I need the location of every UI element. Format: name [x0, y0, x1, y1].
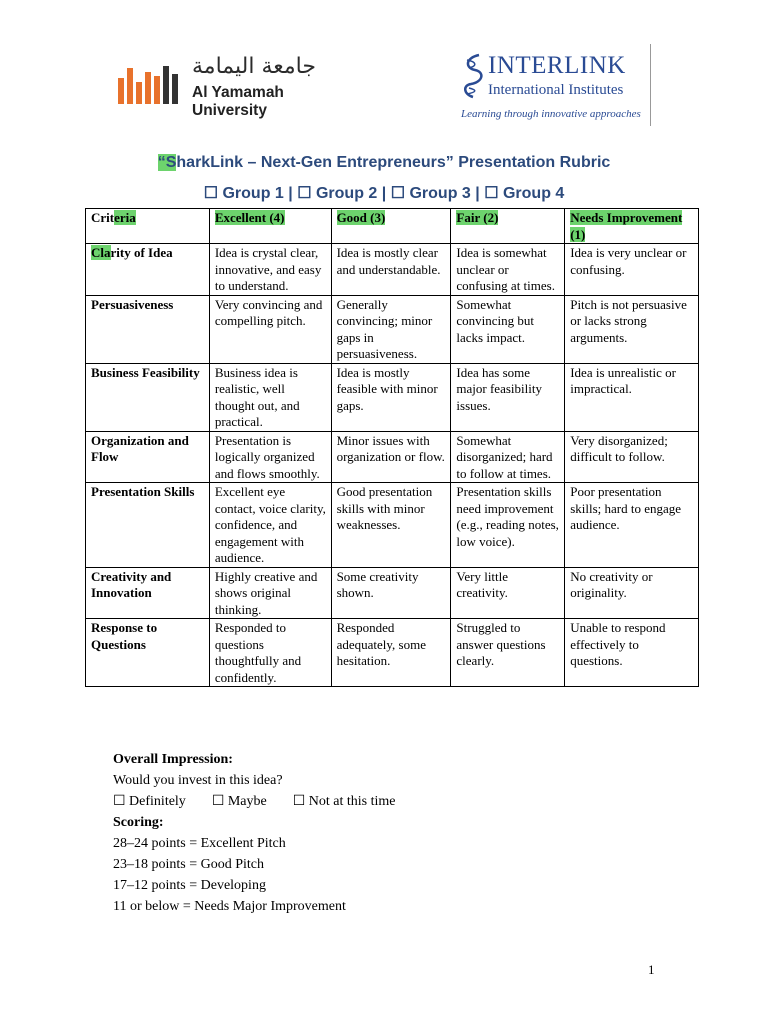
fair-cell: Somewhat disorganized; hard to follow at times.: [451, 431, 565, 483]
table-row: [86, 244, 699, 296]
criterion-cell: Response to Questions: [86, 619, 210, 687]
fair-cell: Struggled to answer questions clearly.: [451, 619, 565, 687]
needs-cell: Unable to respond effectively to questions.: [565, 619, 699, 687]
excellent-cell: Business idea is realistic, well thought out, and practical.: [209, 363, 331, 431]
al-yamamah-logo: [110, 48, 355, 128]
interlink-logo: [455, 44, 651, 126]
good-cell: Some creativity shown.: [331, 567, 451, 619]
choice-definitely-checkbox[interactable]: ☐ Definitely: [113, 794, 186, 809]
logo-title: INTERLINK: [488, 52, 626, 79]
header-good: Good (3): [331, 209, 451, 244]
table-header-row: [86, 209, 699, 244]
criterion-cell: Business Feasibility: [86, 363, 210, 431]
overall-heading: Overall Impression:: [113, 752, 233, 767]
group-1-checkbox[interactable]: ☐ Group 1: [203, 185, 284, 202]
excellent-cell: Responded to questions thoughtfully and confidently.: [209, 619, 331, 687]
group-4-checkbox[interactable]: ☐ Group 4: [484, 185, 565, 202]
needs-cell: Pitch is not persuasive or lacks strong arguments.: [565, 295, 699, 363]
excellent-cell: Idea is crystal clear, innovative, and easy to understand.: [209, 244, 331, 296]
interlink-swirl-icon: [459, 52, 485, 100]
scoring-line: 17–12 points = Developing: [113, 878, 266, 893]
scoring-line: 11 or below = Needs Major Improvement: [113, 899, 346, 914]
header-excellent: Excellent (4): [209, 209, 331, 244]
criterion-cell: Persuasiveness: [86, 295, 210, 363]
logo-subtitle: International Institutes: [488, 82, 624, 98]
excellent-cell: Very convincing and compelling pitch.: [209, 295, 331, 363]
criterion-cell: Creativity and Innovation: [86, 567, 210, 619]
logo-tagline: Learning through innovative approaches: [461, 108, 641, 120]
invest-question: Would you invest in this idea?: [113, 773, 283, 788]
table-row: [86, 363, 699, 431]
scoring-line: 23–18 points = Good Pitch: [113, 857, 265, 872]
table-row: [86, 619, 699, 687]
good-cell: Generally convincing; minor gaps in persuasiveness.: [331, 295, 451, 363]
needs-cell: Poor presentation skills; hard to engage audience.: [565, 483, 699, 568]
header-criteria: Criteria: [86, 209, 210, 244]
header-needs-improvement: Needs Improvement (1): [565, 209, 699, 244]
excellent-cell: Excellent eye contact, voice clarity, confidence, and engagement with audience.: [209, 483, 331, 568]
logo-arabic-text: جامعة اليمامة: [192, 54, 316, 79]
needs-cell: Idea is very unclear or confusing.: [565, 244, 699, 296]
rubric-table: [85, 208, 699, 687]
table-row: [86, 295, 699, 363]
page-number: 1: [648, 962, 655, 977]
needs-cell: Very disorganized; difficult to follow.: [565, 431, 699, 483]
table-row: [86, 483, 699, 568]
criterion-cell: Presentation Skills: [86, 483, 210, 568]
fair-cell: Very little creativity.: [451, 567, 565, 619]
fair-cell: Somewhat convincing but lacks impact.: [451, 295, 565, 363]
group-selector: ☐ Group 1 | ☐ Group 2 | ☐ Group 3 | ☐ Group 4: [203, 185, 565, 202]
good-cell: Good presentation skills with minor weaknesses.: [331, 483, 451, 568]
criterion-cell: Organization and Flow: [86, 431, 210, 483]
bars-icon: [118, 64, 188, 104]
table-row: [86, 567, 699, 619]
criterion-cell: Clarity of Idea: [86, 244, 210, 296]
needs-cell: Idea is unrealistic or impractical.: [565, 363, 699, 431]
header-fair: Fair (2): [451, 209, 565, 244]
good-cell: Responded adequately, some hesitation.: [331, 619, 451, 687]
choice-maybe-checkbox[interactable]: ☐ Maybe: [211, 794, 267, 809]
page-title: “SharkLink – Next-Gen Entrepreneurs” Presentation Rubric: [157, 154, 611, 171]
scoring-heading: Scoring:: [113, 815, 164, 830]
logo-english-text: Al Yamamah University: [192, 84, 284, 119]
fair-cell: Idea is somewhat unclear or confusing at times.: [451, 244, 565, 296]
good-cell: Minor issues with organization or flow.: [331, 431, 451, 483]
excellent-cell: Presentation is logically organized and flows smoothly.: [209, 431, 331, 483]
title-highlight: “S: [157, 154, 177, 171]
good-cell: Idea is mostly feasible with minor gaps.: [331, 363, 451, 431]
bottom-section: [113, 749, 422, 917]
excellent-cell: Highly creative and shows original thinking.: [209, 567, 331, 619]
table-row: [86, 431, 699, 483]
invest-choices: [113, 791, 422, 812]
group-2-checkbox[interactable]: ☐ Group 2: [297, 185, 378, 202]
scoring-line: 28–24 points = Excellent Pitch: [113, 836, 286, 851]
fair-cell: Idea has some major feasibility issues.: [451, 363, 565, 431]
good-cell: Idea is mostly clear and understandable.: [331, 244, 451, 296]
fair-cell: Presentation skills need improvement (e.g., reading notes, low voice).: [451, 483, 565, 568]
choice-not-now-checkbox[interactable]: ☐ Not at this time: [292, 794, 396, 809]
group-3-checkbox[interactable]: ☐ Group 3: [390, 185, 471, 202]
needs-cell: No creativity or originality.: [565, 567, 699, 619]
